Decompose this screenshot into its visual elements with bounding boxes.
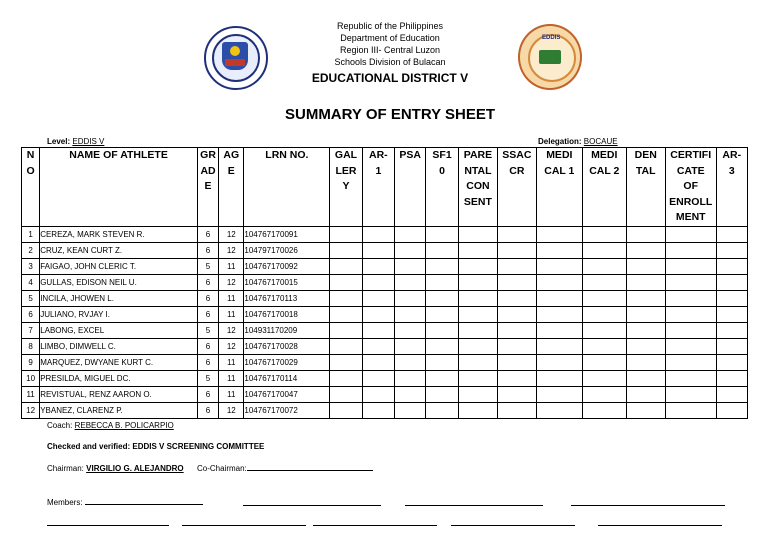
coach-line [47, 421, 174, 430]
checklist-cell [458, 403, 497, 419]
member-blank [85, 496, 203, 505]
checklist-cell [716, 243, 748, 259]
grade-cell: 6 [197, 291, 218, 307]
checklist-cell [536, 291, 583, 307]
department-line: Department of Education [340, 33, 440, 43]
checklist-cell [498, 275, 536, 291]
checklist-cell [626, 259, 665, 275]
age-cell: 12 [219, 243, 244, 259]
col-lrn: LRN NO. [244, 148, 330, 227]
age-cell: 12 [219, 403, 244, 419]
athlete-name: LABONG, EXCEL [40, 323, 198, 339]
checklist-cell [395, 339, 426, 355]
eddis-seal-text: EDDIS [542, 35, 561, 41]
col-age: AG E [219, 148, 244, 227]
header-row [22, 148, 748, 227]
checklist-cell [395, 291, 426, 307]
lrn-cell: 104767170092 [244, 259, 330, 275]
checklist-cell [330, 275, 362, 291]
checklist-cell [583, 323, 626, 339]
table-row [22, 355, 748, 371]
table-row [22, 259, 748, 275]
col-sf10: SF1 0 [426, 148, 458, 227]
checklist-cell [583, 275, 626, 291]
age-cell: 11 [219, 307, 244, 323]
table-row [22, 403, 748, 419]
checklist-cell [498, 307, 536, 323]
checklist-cell [716, 259, 748, 275]
checklist-cell [330, 227, 362, 243]
checklist-cell [536, 403, 583, 419]
checklist-cell [362, 371, 394, 387]
level-value: EDDIS V [72, 137, 105, 146]
athlete-name: LIMBO, DIMWELL C. [40, 339, 198, 355]
col-certificate: CERTIFI CATE OF ENROLL MENT [665, 148, 716, 227]
checklist-cell [665, 243, 716, 259]
member-blank [598, 525, 722, 526]
lrn-cell: 104767170047 [244, 387, 330, 403]
athlete-name: FAIGAO, JOHN CLERIC T. [40, 259, 198, 275]
checklist-cell [362, 243, 394, 259]
checklist-cell [362, 259, 394, 275]
checklist-cell [665, 259, 716, 275]
level-label: Level: [47, 137, 71, 146]
cochairman-label: Co-Chairman: [196, 464, 247, 473]
checklist-cell [426, 227, 458, 243]
checklist-cell [362, 291, 394, 307]
chairman-line [47, 462, 373, 473]
checklist-cell [458, 355, 497, 371]
table-row [22, 227, 748, 243]
member-blank [405, 505, 543, 506]
col-medical-1: MEDI CAL 1 [536, 148, 583, 227]
checklist-cell [362, 355, 394, 371]
checked-verified-line: Checked and verified: EDDIS V SCREENING COMMITTEE [47, 442, 265, 451]
col-name: NAME OF ATHLETE [40, 148, 198, 227]
member-blank [313, 525, 437, 526]
division-line: Schools Division of Bulacan [334, 57, 446, 67]
checklist-cell [626, 339, 665, 355]
grade-cell: 5 [197, 259, 218, 275]
checklist-cell [330, 291, 362, 307]
delegation-label: Delegation: [538, 137, 582, 146]
checklist-cell [330, 403, 362, 419]
lrn-cell: 104797170026 [244, 243, 330, 259]
col-psa: PSA [395, 148, 426, 227]
age-cell: 11 [219, 291, 244, 307]
checklist-cell [395, 387, 426, 403]
age-cell: 12 [219, 227, 244, 243]
member-blank [243, 505, 381, 506]
checklist-cell [362, 403, 394, 419]
checklist-cell [626, 387, 665, 403]
age-cell: 11 [219, 387, 244, 403]
athlete-name: MARQUEZ, DWYANE KURT C. [40, 355, 198, 371]
checklist-cell [498, 243, 536, 259]
checklist-cell [498, 291, 536, 307]
lrn-cell: 104767170015 [244, 275, 330, 291]
checklist-cell [458, 243, 497, 259]
age-cell: 11 [219, 371, 244, 387]
member-blank [451, 525, 575, 526]
checklist-cell [426, 243, 458, 259]
table-row [22, 291, 748, 307]
checklist-cell [716, 307, 748, 323]
grade-cell: 6 [197, 387, 218, 403]
checklist-cell [498, 403, 536, 419]
checklist-cell [498, 227, 536, 243]
row-number: 5 [22, 291, 40, 307]
lrn-cell: 104767170018 [244, 307, 330, 323]
grade-cell: 6 [197, 339, 218, 355]
checklist-cell [716, 371, 748, 387]
row-number: 7 [22, 323, 40, 339]
page-title: SUMMARY OF ENTRY SHEET [284, 106, 496, 123]
checklist-cell [362, 275, 394, 291]
lrn-cell: 104767170114 [244, 371, 330, 387]
checklist-cell [665, 275, 716, 291]
entry-table [21, 147, 748, 419]
col-no: N O [22, 148, 40, 227]
checklist-cell [330, 355, 362, 371]
athlete-name: INCILA, JHOWEN L. [40, 291, 198, 307]
checklist-cell [426, 387, 458, 403]
checklist-cell [395, 403, 426, 419]
checklist-cell [536, 355, 583, 371]
checklist-cell [665, 403, 716, 419]
checklist-cell [458, 371, 497, 387]
checklist-cell [426, 323, 458, 339]
checklist-cell [330, 339, 362, 355]
checklist-cell [395, 355, 426, 371]
checklist-cell [498, 339, 536, 355]
checklist-cell [426, 291, 458, 307]
col-medical-2: MEDI CAL 2 [583, 148, 626, 227]
region-line: Region III- Central Luzon [339, 45, 441, 55]
grade-cell: 6 [197, 227, 218, 243]
checklist-cell [362, 339, 394, 355]
checklist-cell [362, 323, 394, 339]
checklist-cell [716, 339, 748, 355]
checklist-cell [583, 387, 626, 403]
checklist-cell [458, 259, 497, 275]
grade-cell: 6 [197, 307, 218, 323]
checklist-cell [395, 227, 426, 243]
age-cell: 11 [219, 259, 244, 275]
checklist-cell [330, 387, 362, 403]
checklist-cell [536, 323, 583, 339]
checklist-cell [716, 323, 748, 339]
checklist-cell [395, 275, 426, 291]
col-ar1: AR- 1 [362, 148, 394, 227]
checklist-cell [395, 307, 426, 323]
deped-seal-logo [204, 26, 268, 90]
table-row [22, 323, 748, 339]
checklist-cell [362, 307, 394, 323]
checklist-cell [498, 387, 536, 403]
age-cell: 12 [219, 275, 244, 291]
checklist-cell [458, 307, 497, 323]
checklist-cell [458, 323, 497, 339]
checklist-cell [626, 403, 665, 419]
checklist-cell [626, 275, 665, 291]
checklist-cell [426, 371, 458, 387]
country-line: Republic of the Philippines [336, 21, 444, 31]
row-number: 1 [22, 227, 40, 243]
grade-cell: 6 [197, 355, 218, 371]
checklist-cell [626, 243, 665, 259]
members-label: Members: [47, 498, 83, 507]
checklist-cell [330, 243, 362, 259]
chairman-label: Chairman: [47, 464, 84, 473]
checklist-cell [536, 243, 583, 259]
checklist-cell [498, 371, 536, 387]
checklist-cell [426, 355, 458, 371]
checklist-cell [395, 323, 426, 339]
grade-cell: 6 [197, 403, 218, 419]
coach-value: REBECCA B. POLICARPIO [74, 421, 174, 430]
checklist-cell [536, 227, 583, 243]
checklist-cell [583, 291, 626, 307]
table-row [22, 339, 748, 355]
athlete-name: CRUZ, KEAN CURT Z. [40, 243, 198, 259]
grade-cell: 5 [197, 323, 218, 339]
athlete-name: PRESILDA, MIGUEL DC. [40, 371, 198, 387]
checklist-cell [536, 371, 583, 387]
checklist-cell [626, 371, 665, 387]
checklist-cell [626, 291, 665, 307]
checklist-cell [665, 307, 716, 323]
checklist-cell [330, 307, 362, 323]
col-parental-consent: PARE NTAL CON SENT [458, 148, 497, 227]
checklist-cell [536, 387, 583, 403]
checklist-cell [716, 291, 748, 307]
grade-cell: 5 [197, 371, 218, 387]
table-row [22, 307, 748, 323]
row-number: 8 [22, 339, 40, 355]
age-cell: 12 [219, 323, 244, 339]
checklist-cell [583, 307, 626, 323]
checklist-cell [395, 243, 426, 259]
checklist-cell [362, 387, 394, 403]
lrn-cell: 104767170091 [244, 227, 330, 243]
checklist-cell [330, 371, 362, 387]
row-number: 10 [22, 371, 40, 387]
members-line [47, 496, 203, 507]
checklist-cell [583, 243, 626, 259]
checklist-cell [626, 323, 665, 339]
athlete-name: JULIANO, RVJAY I. [40, 307, 198, 323]
age-cell: 12 [219, 339, 244, 355]
checklist-cell [426, 259, 458, 275]
checklist-cell [536, 307, 583, 323]
checklist-cell [626, 355, 665, 371]
checklist-cell [583, 227, 626, 243]
member-blank [571, 505, 725, 506]
checklist-cell [458, 339, 497, 355]
table-row [22, 243, 748, 259]
eddis-seal-logo [518, 24, 582, 90]
table-row [22, 275, 748, 291]
col-ssacr: SSAC CR [498, 148, 536, 227]
checklist-cell [330, 323, 362, 339]
checklist-cell [626, 307, 665, 323]
checklist-cell [498, 259, 536, 275]
checklist-cell [583, 339, 626, 355]
delegation-field [538, 137, 618, 146]
checklist-cell [498, 355, 536, 371]
checklist-cell [458, 291, 497, 307]
col-dental: DEN TAL [626, 148, 665, 227]
lrn-cell: 104931170209 [244, 323, 330, 339]
checklist-cell [665, 355, 716, 371]
district-title: EDUCATIONAL DISTRICT V [311, 71, 469, 85]
checklist-cell [716, 387, 748, 403]
row-number: 9 [22, 355, 40, 371]
athlete-name: REVISTUAL, RENZ AARON O. [40, 387, 198, 403]
lrn-cell: 104767170028 [244, 339, 330, 355]
row-number: 4 [22, 275, 40, 291]
table-row [22, 371, 748, 387]
athlete-name: CEREZA, MARK STEVEN R. [40, 227, 198, 243]
checklist-cell [458, 227, 497, 243]
checklist-cell [458, 275, 497, 291]
athlete-name: YBANEZ, CLARENZ P. [40, 403, 198, 419]
row-number: 6 [22, 307, 40, 323]
grade-cell: 6 [197, 243, 218, 259]
checklist-cell [426, 339, 458, 355]
checklist-cell [426, 275, 458, 291]
athlete-name: GULLAS, EDISON NEIL U. [40, 275, 198, 291]
checklist-cell [536, 259, 583, 275]
checklist-cell [395, 259, 426, 275]
row-number: 3 [22, 259, 40, 275]
checklist-cell [330, 259, 362, 275]
checklist-cell [665, 323, 716, 339]
checklist-cell [665, 339, 716, 355]
checklist-cell [665, 387, 716, 403]
checklist-cell [665, 227, 716, 243]
checklist-cell [583, 259, 626, 275]
checklist-cell [426, 403, 458, 419]
checklist-cell [665, 371, 716, 387]
checklist-cell [362, 227, 394, 243]
col-ar3: AR- 3 [716, 148, 748, 227]
checklist-cell [395, 371, 426, 387]
level-field [47, 137, 104, 146]
checklist-cell [498, 323, 536, 339]
col-gallery: GAL LER Y [330, 148, 362, 227]
lrn-cell: 104767170072 [244, 403, 330, 419]
checklist-cell [583, 355, 626, 371]
coach-label: Coach: [47, 421, 73, 430]
checklist-cell [583, 403, 626, 419]
checklist-cell [583, 371, 626, 387]
row-number: 12 [22, 403, 40, 419]
checklist-cell [458, 387, 497, 403]
checklist-cell [665, 291, 716, 307]
row-number: 11 [22, 387, 40, 403]
checklist-cell [716, 275, 748, 291]
grade-cell: 6 [197, 275, 218, 291]
row-number: 2 [22, 243, 40, 259]
cochairman-blank [247, 462, 373, 471]
member-blank [47, 525, 169, 526]
checklist-cell [536, 275, 583, 291]
table-row [22, 387, 748, 403]
chairman-value: VIRGILIO G. ALEJANDRO [86, 464, 184, 473]
checklist-cell [716, 403, 748, 419]
col-grade: GR AD E [197, 148, 218, 227]
checklist-cell [716, 227, 748, 243]
lrn-cell: 104767170029 [244, 355, 330, 371]
lrn-cell: 104767170113 [244, 291, 330, 307]
age-cell: 11 [219, 355, 244, 371]
checklist-cell [716, 355, 748, 371]
member-blank [182, 525, 306, 526]
checklist-cell [426, 307, 458, 323]
delegation-value: BOCAUE [583, 137, 618, 146]
checklist-cell [536, 339, 583, 355]
checklist-cell [626, 227, 665, 243]
